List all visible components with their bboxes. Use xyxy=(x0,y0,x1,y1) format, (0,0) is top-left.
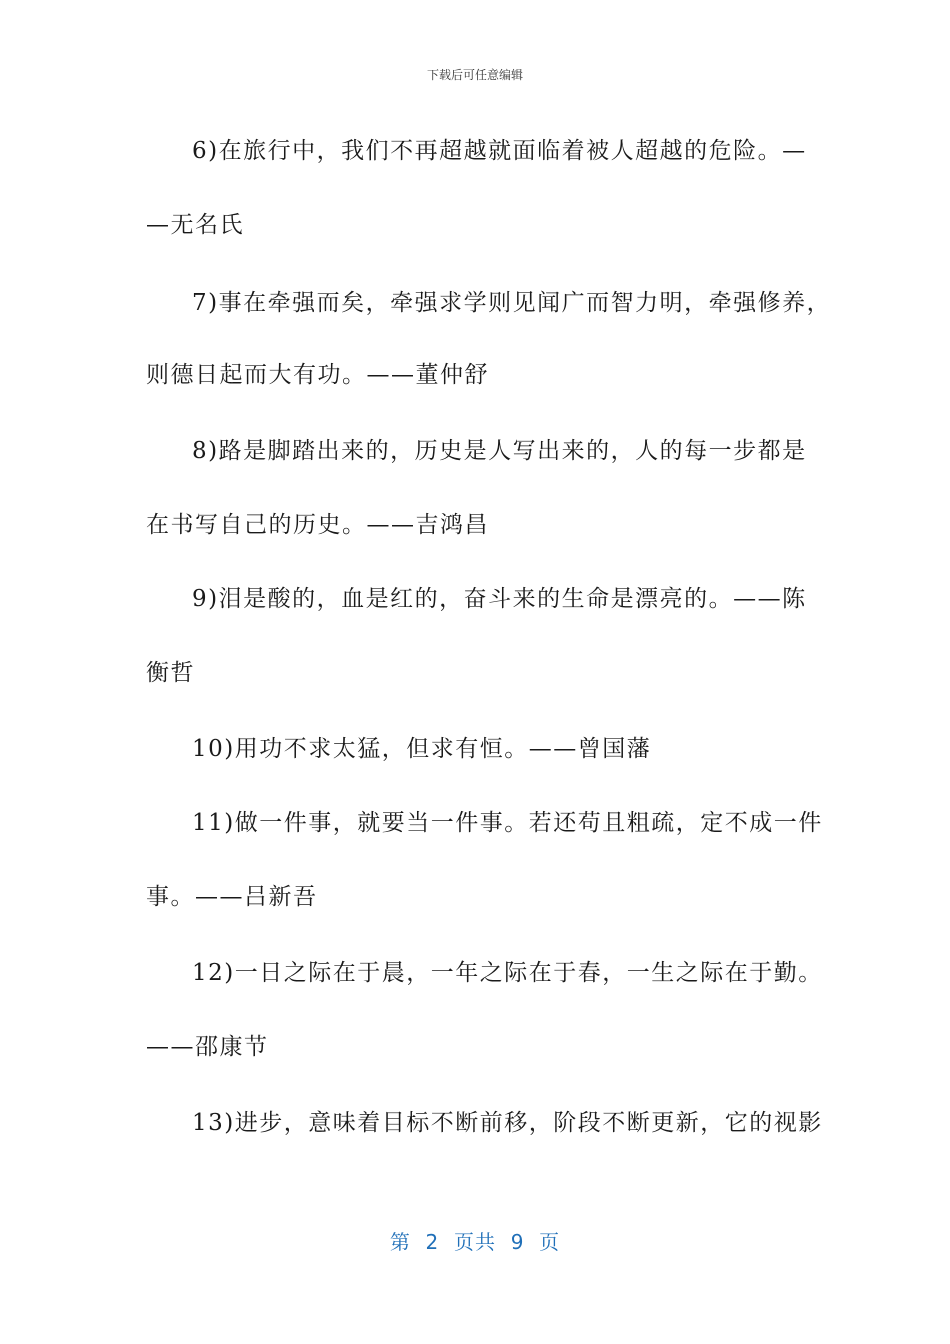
page-header: 下载后可任意编辑 xyxy=(426,68,523,82)
quote-line: 10)用功不求太猛，但求有恒。——曾国藩 xyxy=(192,736,652,762)
quote-line: 6)在旅行中，我们不再超越就面临着被人超越的危险。— xyxy=(192,138,807,164)
quote-line: ——邵康节 xyxy=(146,1034,269,1060)
page-number: 第 2 页共 9 页 xyxy=(389,1230,561,1254)
page-footer xyxy=(0,1226,950,1255)
quote-line: 8)路是脚踏出来的，历史是人写出来的，人的每一步都是 xyxy=(192,438,807,464)
quote-line: 事。——吕新吾 xyxy=(146,884,318,910)
quote-line: 在书写自己的历史。——吉鸿昌 xyxy=(146,512,489,538)
quote-line: 7)事在牵强而矣，牵强求学则见闻广而智力明，牵强修养， xyxy=(192,290,832,316)
quote-line: 12)一日之际在于晨，一年之际在于春，一生之际在于勤。 xyxy=(192,960,823,986)
quote-line: 9)泪是酸的，血是红的，奋斗来的生命是漂亮的。——陈 xyxy=(192,586,807,612)
quote-line: 衡哲 xyxy=(146,660,195,686)
quote-line: 11)做一件事，就要当一件事。若还苟且粗疏，定不成一件 xyxy=(192,810,823,836)
quote-line: 则德日起而大有功。——董仲舒 xyxy=(146,362,489,388)
quote-line: —无名氏 xyxy=(146,212,244,238)
quote-line: 13)进步，意味着目标不断前移，阶段不断更新，它的视影 xyxy=(192,1110,823,1136)
